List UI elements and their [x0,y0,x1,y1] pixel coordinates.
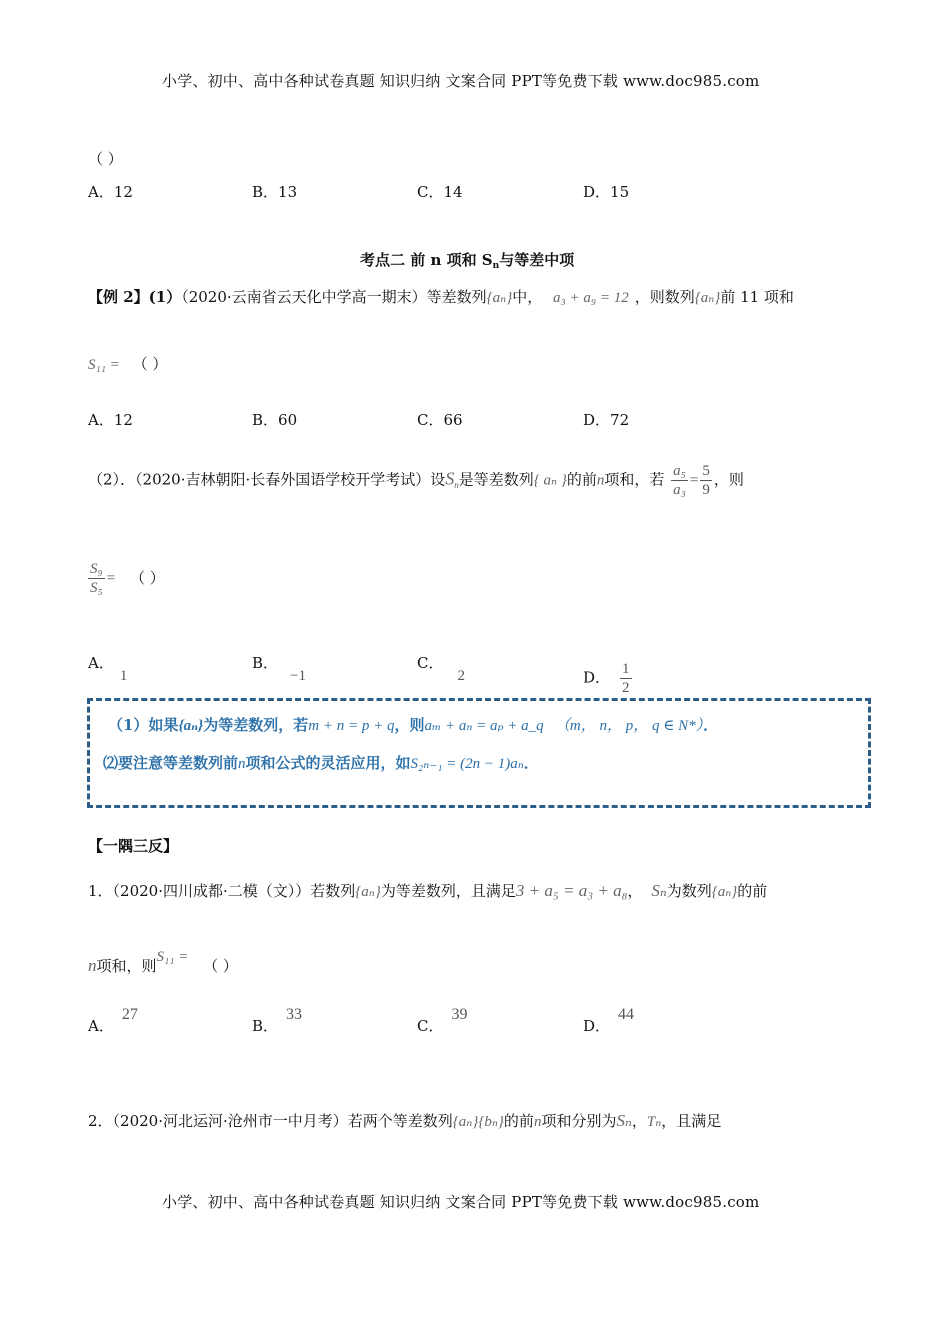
one-half-fraction: $\frac{1}{2}$ [622,661,630,696]
ex2-option-a: A．12 [88,411,133,429]
sequences-an-bn-symbol: {aₙ}{bₙ} [452,1114,504,1130]
practice-q1-line1: 1．（2020·四川成都·二模（文））若数列{aₙ}为等差数列，且满足3 + a₅ = a₃ + a₈， Sₙ为数列{aₙ}的前 [88,881,768,900]
example2-part2-line2: $\frac{\text{S₉}}{\text{S₅}}$ = （ ） [90,561,165,596]
practice-q2-line1: 2．（2020·河北运河·沧州市一中月考）若两个等差数列{aₙ}{bₙ}的前n项和分别为Sₙ，Tₙ，且满足 [88,1111,722,1130]
tip-line2: ⑵要注意等差数列前n项和公式的灵活应用，如S₂ₙ₋₁ = (2n − 1)aₙ． [103,754,539,772]
sequence-an-symbol: {aₙ} [355,884,381,900]
sequence-an-symbol: {aₙ} [486,290,513,306]
s11-formula: S₁₁ = [88,357,120,373]
ex2-option-b: B．60 [252,411,298,429]
ex2-2-option-a: A．1 [88,654,128,684]
ratio-five-ninths: $\frac{5}{9}$ [702,463,710,498]
prev-option-a: A．12 [88,183,133,201]
prev-option-b: B．13 [252,183,298,201]
q1-option-b: B．33 [252,1006,303,1035]
ex2-option-c: C．66 [417,411,463,429]
sequence-an-symbol: {aₙ} [711,884,738,900]
example2-part2-line1: （2）．（2020·吉林朝阳·长春外国语学校开学考试）设$S_n$是等差数列{ aₙ }的前n项和，若 $\frac{\text{a₅}}{\text{a₃}}$ = $\frac{5}{9}$ ，则 [88,463,744,498]
ratio-s9-s5: $\frac{\text{S₉}}{\text{S₅}}$ [90,561,103,596]
prev-answer-paren: （ ） [88,150,123,168]
q1-option-c: C．39 [417,1006,468,1035]
section-title: 考点二 前 n 项和 $S_n$与等差中项 [360,251,575,271]
prev-option-d: D．15 [583,183,630,201]
example2-part1-line2: S₁₁ = （ ） [88,355,168,373]
page-header: 小学、初中、高中各种试卷真题 知识归纳 文案合同 PPT等免费下载 www.doc985.com [162,72,760,90]
prev-option-c: C．14 [417,183,463,201]
page-footer: 小学、初中、高中各种试卷真题 知识归纳 文案合同 PPT等免费下载 www.doc985.com [162,1193,760,1211]
sequence-an-symbol: {aₙ} [694,290,721,306]
practice-q1-line2: n项和，则S₁₁ = （ ） [88,949,238,975]
ex2-2-option-d: D． $\frac{1}{2}$ [583,661,630,696]
sequence-an-symbol: { aₙ } [533,472,567,489]
example2-part1-line1: 【例 2】(1）（2020·云南省云天化中学高一期末）等差数列{aₙ}中， a₃ + a₉ = 12 ，则数列{aₙ}前 11 项和 [88,288,794,306]
sequence-an-symbol: {aₙ} [178,718,204,734]
q1-option-d: D．44 [583,1006,635,1035]
ex2-option-d: D．72 [583,411,630,429]
ex2-2-option-c: C．2 [417,654,465,684]
ratio-a5-a3: $\frac{\text{a₅}}{\text{a₃}}$ [673,463,686,498]
condition-formula: a₃ + a₉ = 12 [553,290,629,306]
ex2-2-option-b: B．−1 [252,654,306,684]
practice-title: 【一隅三反】 [88,837,179,855]
q1-option-a: A．27 [88,1006,138,1035]
tip-line1: （1）如果{aₙ}为等差数列，若m + n = p + q，则aₘ + aₙ = aₚ + a_q （m， n， p， q ∈ N*）． [108,716,719,734]
